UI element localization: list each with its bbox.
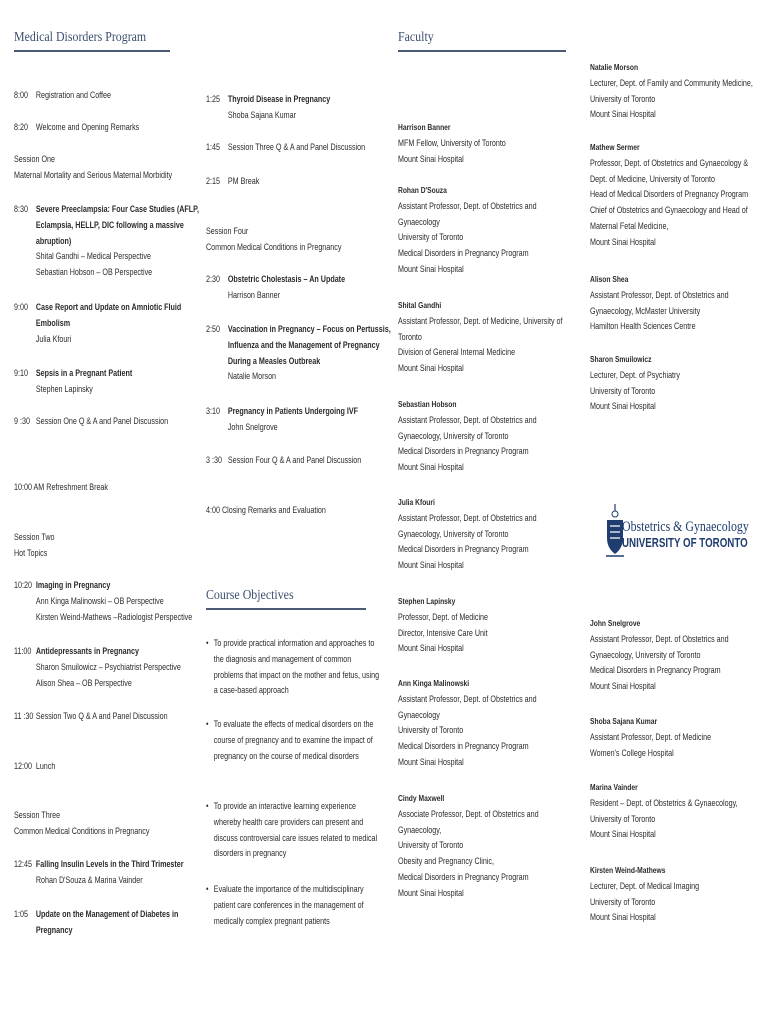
program-item-title: Sepsis in a Pregnant Patient: [35, 368, 133, 378]
faculty-detail: Associate Professor, Dept. of Obstetrics and: [398, 808, 539, 819]
faculty-name: Marina Vainder: [590, 782, 638, 792]
uoft-obgyn-logo: [600, 502, 770, 562]
faculty-detail: Mount Sinai Hospital: [398, 643, 464, 654]
faculty-detail: University of Toronto: [590, 896, 656, 907]
objective-line: whereby health care providers can present and: [213, 816, 364, 827]
program-item-time: 1:45: [206, 142, 220, 152]
program-item-time: 8:00: [14, 90, 28, 100]
bullet-icon: •: [206, 884, 209, 894]
faculty-detail: Gynaecology: [398, 709, 440, 720]
program-item-time: 9:10: [14, 368, 28, 378]
faculty-name: Stephen Lapinsky: [398, 596, 456, 606]
faculty-detail: Medical Disorders in Pregnancy Program: [398, 446, 529, 457]
program-item-line: Sebastian Hobson – OB Perspective: [35, 267, 153, 278]
program-item-title: Case Report and Update on Amniotic Fluid: [35, 302, 182, 312]
faculty-detail: Chief of Obstetrics and Gynaecology and Head of: [590, 205, 748, 216]
faculty-title-rule: [398, 50, 566, 52]
program-item-line: Sharon Smuilowicz – Psychiatrist Perspective: [35, 661, 181, 672]
faculty-detail: Dept. of Medicine, University of Toronto: [590, 173, 715, 184]
faculty-detail: Women's College Hospital: [590, 747, 674, 758]
program-item-title: PM Break: [227, 176, 260, 186]
program-item-line: John Snelgrove: [227, 421, 278, 432]
program-item-time: 1:25: [206, 94, 220, 104]
program-item-title: Session Four Q & A and Panel Discussion: [227, 455, 362, 465]
faculty-name: Cindy Maxwell: [398, 793, 445, 803]
program-item-line: Maternal Mortality and Serious Maternal Morbidity: [14, 169, 173, 180]
program-item-time: 8:20: [14, 122, 28, 132]
faculty-detail: University of Toronto: [590, 813, 656, 824]
objective-line: medically complex pregnant patients: [213, 915, 330, 926]
faculty-detail: Medical Disorders in Pregnancy Program: [398, 544, 529, 555]
program-item-line: Ann Kinga Malinowski – OB Perspective: [35, 595, 164, 606]
faculty-detail: University of Toronto: [398, 840, 464, 851]
program-item-title: Lunch: [35, 761, 56, 771]
program-item-line: Influenza and the Management of Pregnancy: [227, 339, 380, 350]
program-item-title: Pregnancy in Patients Undergoing IVF: [227, 406, 359, 416]
faculty-name: Kirsten Weind-Mathews: [590, 865, 666, 875]
faculty-detail: Gynaecology,: [398, 824, 442, 835]
faculty-name: Ann Kinga Malinowski: [398, 678, 470, 688]
faculty-detail: Assistant Professor, Dept. of Medicine: [590, 731, 712, 742]
program-item-line: Common Medical Conditions in Pregnancy: [206, 241, 342, 252]
program-item-title: Session Two: [14, 532, 55, 542]
faculty-name: Shital Gandhi: [398, 300, 442, 310]
program-item-line: Kirsten Weind-Mathews –Radiologist Perspective: [35, 611, 193, 622]
faculty-detail: Head of Medical Disorders of Pregnancy Program: [590, 189, 749, 200]
program-item-title: 4:00 Closing Remarks and Evaluation: [206, 505, 326, 515]
faculty-detail: Mount Sinai Hospital: [590, 236, 656, 247]
faculty-detail: University of Toronto: [398, 232, 464, 243]
program-item-title: Severe Preeclampsia: Four Case Studies (AFLP,: [35, 204, 200, 214]
program-item-title: Session One: [14, 154, 56, 164]
program-item-title: Session Four: [206, 226, 249, 236]
faculty-detail: Hamilton Health Sciences Centre: [590, 321, 696, 332]
faculty-detail: Director, Intensive Care Unit: [398, 627, 488, 638]
faculty-detail: Mount Sinai Hospital: [590, 401, 656, 412]
faculty-detail: Maternal Fetal Medicine,: [590, 221, 669, 231]
objective-line: To evaluate the effects of medical disorders on the: [213, 719, 374, 729]
faculty-detail: University of Toronto: [590, 93, 656, 104]
faculty-detail: Assistant Professor, Dept. of Obstetrics and: [398, 200, 537, 211]
program-item-line: Common Medical Conditions in Pregnancy: [14, 825, 150, 836]
program-item-title: Registration and Coffee: [35, 90, 112, 100]
objective-line: discuss controversial care issues related to medical: [213, 832, 378, 843]
program-title-rule: [14, 50, 170, 52]
faculty-detail: Mount Sinai Hospital: [398, 560, 464, 571]
faculty-name: Harrison Banner: [398, 122, 451, 132]
objective-line: patient care conferences in the management of: [213, 899, 364, 910]
faculty-detail: Lecturer, Dept. of Family and Community Medicine,: [590, 77, 753, 88]
program-item-line: Shital Gandhi – Medical Perspective: [35, 251, 151, 262]
program-title: Medical Disorders Program: [14, 30, 147, 45]
program-item-title: Falling Insulin Levels in the Third Trimester: [35, 859, 184, 869]
faculty-detail: Mount Sinai Hospital: [398, 153, 464, 164]
faculty-detail: Mount Sinai Hospital: [398, 363, 464, 374]
program-item-time: 9:00: [14, 302, 28, 312]
faculty-detail: University of Toronto: [590, 385, 656, 396]
faculty-detail: Mount Sinai Hospital: [398, 264, 464, 274]
program-item-line: Alison Shea – OB Perspective: [35, 677, 132, 688]
faculty-detail: Obesity and Pregnancy Clinic,: [398, 856, 495, 867]
program-item-line: During a Measles Outbreak: [227, 355, 321, 366]
faculty-name: John Snelgrove: [590, 618, 641, 628]
faculty-detail: Assistant Professor, Dept. of Medicine, University of: [398, 315, 563, 326]
faculty-detail: Mount Sinai Hospital: [398, 887, 464, 898]
faculty-detail: Medical Disorders in Pregnancy Program: [590, 665, 721, 676]
faculty-name: Sharon Smuilowicz: [590, 354, 652, 364]
faculty-detail: Lecturer, Dept. of Psychiatry: [590, 369, 681, 380]
faculty-detail: Resident – Dept. of Obstetrics & Gynaecology,: [590, 797, 738, 808]
program-item-line: Rohan D'Souza & Marina Vainder: [35, 874, 143, 885]
program-item-line: Embolism: [35, 317, 71, 328]
faculty-name: Julia Kfouri: [398, 497, 435, 507]
program-item-line: Julia Kfouri: [35, 333, 72, 344]
program-item-time: 9 :30: [14, 416, 30, 426]
program-item-time: 3:10: [206, 406, 220, 416]
program-item-line: Harrison Banner: [227, 289, 281, 300]
program-item-time: 2:50: [206, 324, 220, 334]
objective-line: a case-based approach: [213, 685, 289, 696]
program-item-line: Eclampsia, HELLP, DIC following a massive: [35, 219, 184, 230]
program-item-line: abruption): [35, 235, 72, 246]
program-item-line: Natalie Morson: [227, 371, 277, 382]
program-item-time: 2:30: [206, 274, 220, 284]
faculty-name: Mathew Sermer: [590, 142, 640, 152]
objective-line: problems that impact on the mother and fetus, using: [213, 669, 380, 680]
program-item-title: Session Three Q & A and Panel Discussion: [227, 142, 366, 152]
objective-line: disorders in pregnancy: [213, 848, 287, 859]
program-item-title: Antidepressants in Pregnancy: [35, 646, 139, 656]
faculty-detail: Mount Sinai Hospital: [590, 912, 656, 923]
program-item-title: Thyroid Disease in Pregnancy: [227, 94, 331, 104]
faculty-detail: Mount Sinai Hospital: [398, 462, 464, 473]
objectives-title-rule: [206, 608, 366, 610]
program-item-time: 11 :30: [14, 711, 34, 721]
program-item-time: 12:45: [14, 859, 32, 869]
faculty-detail: Mount Sinai Hospital: [590, 681, 656, 692]
faculty-detail: Assistant Professor, Dept. of Obstetrics and: [398, 414, 537, 425]
faculty-detail: Gynaecology: [398, 216, 440, 227]
logo-line-2: UNIVERSITY OF TORONTO: [622, 536, 748, 550]
faculty-detail: Lecturer, Dept. of Medical Imaging: [590, 880, 700, 891]
objectives-title: Course Objectives: [206, 588, 294, 603]
program-item-title: Session Three: [14, 810, 61, 820]
faculty-name: Shoba Sajana Kumar: [590, 716, 658, 726]
faculty-detail: Mount Sinai Hospital: [590, 829, 656, 840]
faculty-detail: Assistant Professor, Dept. of Obstetrics and: [398, 512, 537, 523]
faculty-name: Natalie Morson: [590, 62, 639, 72]
faculty-detail: Professor, Dept. of Medicine: [398, 611, 489, 622]
program-item-title: Welcome and Opening Remarks: [35, 122, 140, 132]
faculty-title: Faculty: [398, 30, 434, 45]
objective-line: To provide an interactive learning experience: [213, 801, 357, 811]
faculty-detail: Assistant Professor, Dept. of Obstetrics and: [590, 289, 729, 300]
faculty-detail: University of Toronto: [398, 725, 464, 736]
faculty-detail: Medical Disorders in Pregnancy Program: [398, 872, 529, 882]
logo-line-1: Obstetrics & Gynaecology: [622, 519, 749, 535]
faculty-detail: Mount Sinai Hospital: [398, 757, 464, 767]
program-item-time: 1:05: [14, 909, 28, 919]
program-item-line: Pregnancy: [35, 924, 73, 935]
faculty-detail: Assistant Professor, Dept. of Obstetrics and: [398, 693, 537, 704]
program-item-time: 11:00: [14, 646, 32, 656]
program-item-title: Vaccination in Pregnancy – Focus on Pertussis,: [227, 324, 391, 334]
program-item-time: 2:15: [206, 176, 220, 186]
program-item-title: 10:00 AM Refreshment Break: [14, 482, 109, 492]
faculty-name: Alison Shea: [590, 274, 629, 284]
objective-line: Evaluate the importance of the multidisciplinary: [213, 884, 364, 894]
program-item-title: Session Two Q & A and Panel Discussion: [35, 711, 168, 721]
faculty-detail: Toronto: [398, 331, 422, 342]
faculty-detail: MFM Fellow, University of Toronto: [398, 137, 506, 148]
program-item-title: Imaging in Pregnancy: [35, 580, 111, 590]
faculty-detail: Gynaecology, University of Toronto: [590, 649, 701, 660]
faculty-detail: Gynaecology, McMaster University: [590, 305, 701, 316]
program-item-title: Update on the Management of Diabetes in: [35, 909, 179, 919]
program-item-time: 12:00: [14, 761, 32, 771]
faculty-detail: Assistant Professor, Dept. of Obstetrics and: [590, 633, 729, 644]
program-item-line: Hot Topics: [14, 547, 48, 558]
bullet-icon: •: [206, 801, 209, 811]
program-item-line: Stephen Lapinsky: [35, 383, 93, 394]
objective-line: pregnancy on the course of medical disorders: [213, 750, 359, 761]
program-item-title: Session One Q & A and Panel Discussion: [35, 416, 169, 426]
faculty-detail: Gynaecology, University of Toronto: [398, 430, 509, 441]
faculty-detail: Medical Disorders in Pregnancy Program: [398, 248, 529, 259]
objective-line: the diagnosis and management of common: [213, 653, 352, 664]
bullet-icon: •: [206, 719, 209, 729]
faculty-name: Rohan D'Souza: [398, 185, 447, 195]
faculty-detail: Division of General Internal Medicine: [398, 347, 516, 358]
faculty-name: Sebastian Hobson: [398, 399, 457, 409]
faculty-detail: Medical Disorders in Pregnancy Program: [398, 741, 529, 752]
program-item-time: 3 :30: [206, 455, 222, 465]
faculty-detail: Professor, Dept. of Obstetrics and Gynaecology &: [590, 157, 749, 168]
faculty-detail: Mount Sinai Hospital: [590, 109, 656, 120]
program-item-time: 10:20: [14, 580, 32, 590]
program-item-time: 8:30: [14, 204, 28, 214]
objective-line: To provide practical information and approaches to: [213, 638, 375, 648]
bullet-icon: •: [206, 638, 209, 648]
objective-line: course of pregnancy and to examine the impact of: [213, 734, 373, 745]
program-item-title: Obstetric Cholestasis – An Update: [227, 274, 346, 284]
program-item-line: Shoba Sajana Kumar: [227, 109, 296, 120]
faculty-detail: Gynaecology, University of Toronto: [398, 528, 509, 539]
